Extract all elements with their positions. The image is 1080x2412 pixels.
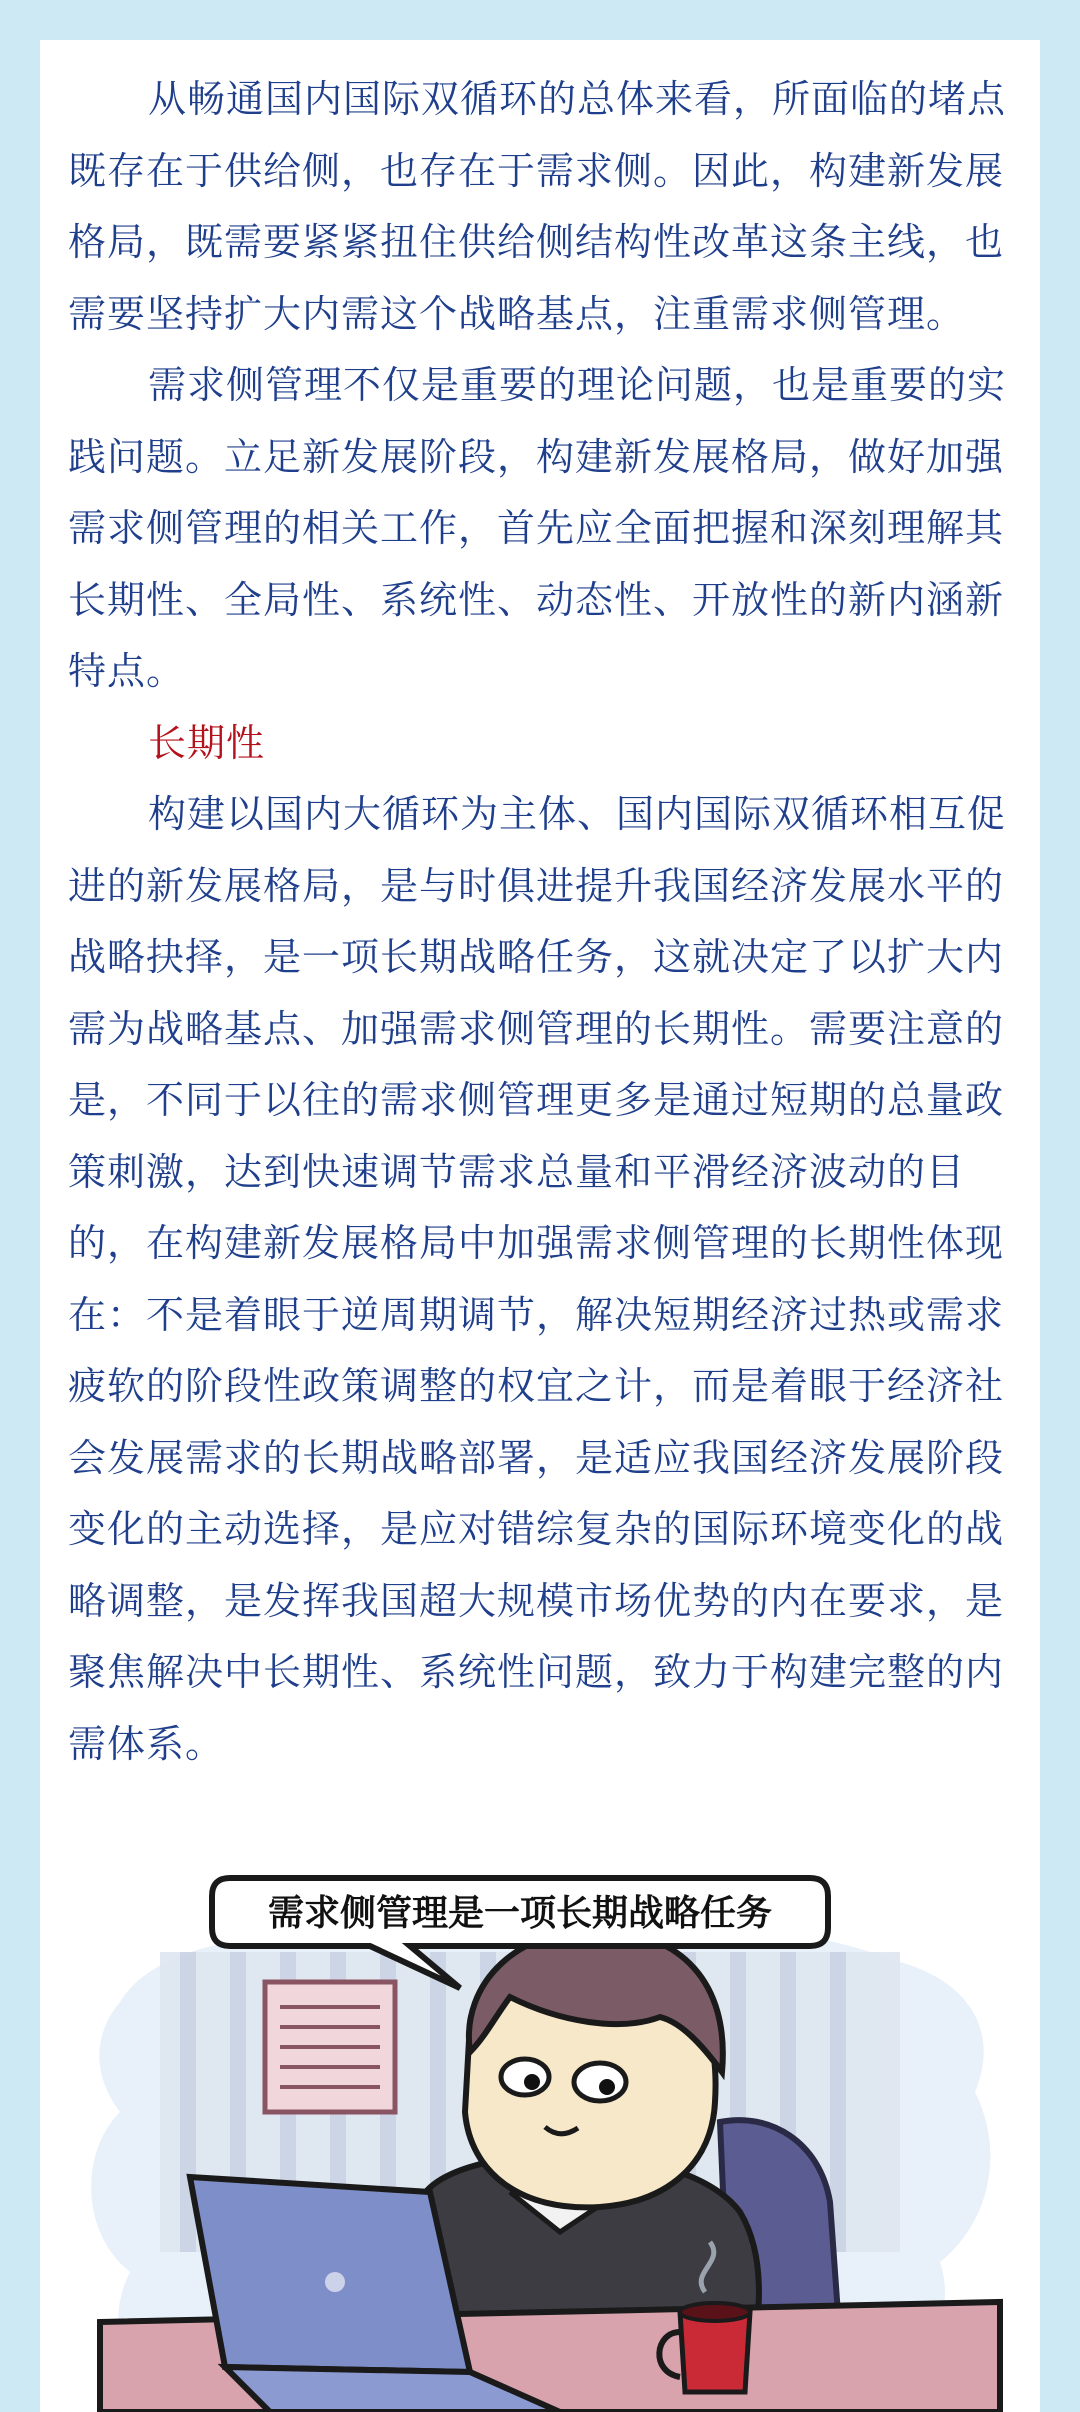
wall-vent-icon — [265, 1982, 395, 2112]
paragraph-2: 需求侧管理不仅是重要的理论问题，也是重要的实践问题。立足新发展阶段，构建新发展格局，做好加强需求侧管理的相关工作，首先应全面把握和深刻理解其长期性、全局性、系统性、动态性、开放性的新内涵新特点。 — [68, 363, 1007, 693]
section-heading-long-term: 长期性 — [148, 720, 266, 765]
paragraph-3: 构建以国内大循环为主体、国内国际双循环相互促进的新发展格局，是与时俱进提升我国经济发展水平的战略抉择，是一项长期战略任务，这就决定了以扩大内需为战略基点、加强需求侧管理的长期性。需要注意的是，不同于以往的需求侧管理更多是通过短期的总量政策刺激，达到快速调节需求总量和平滑经济波动的目的，在构建新发展格局中加强需求侧管理的长期性体现在：不是着眼于逆周期调节，解决短期经济过热或需求疲软的阶段性政策调整的权宜之计，而是着眼于经济社会发展需求的长期战略部署，是适应我国经济发展阶段变化的主动选择，是应对错综复杂的国际环境变化的战略调整，是发挥我国超大规模市场优势的内在要求，是聚焦解决中长期性、系统性问题，致力于构建完整的内需体系。 — [68, 792, 1007, 1766]
cartoon-illustration — [40, 1872, 1040, 2412]
article-card — [40, 40, 1040, 2412]
paragraph-1: 从畅通国内国际双循环的总体来看，所面临的堵点既存在于供给侧，也存在于需求侧。因此，构建新发展格局，既需要紧紧扭住供给侧结构性改革这条主线，也需要坚持扩大内需这个战略基点，注重需求侧管理。 — [68, 77, 1007, 336]
article-body — [68, 64, 1018, 1780]
speech-bubble-text: 需求侧管理是一项长期战略任务 — [267, 1893, 773, 1934]
